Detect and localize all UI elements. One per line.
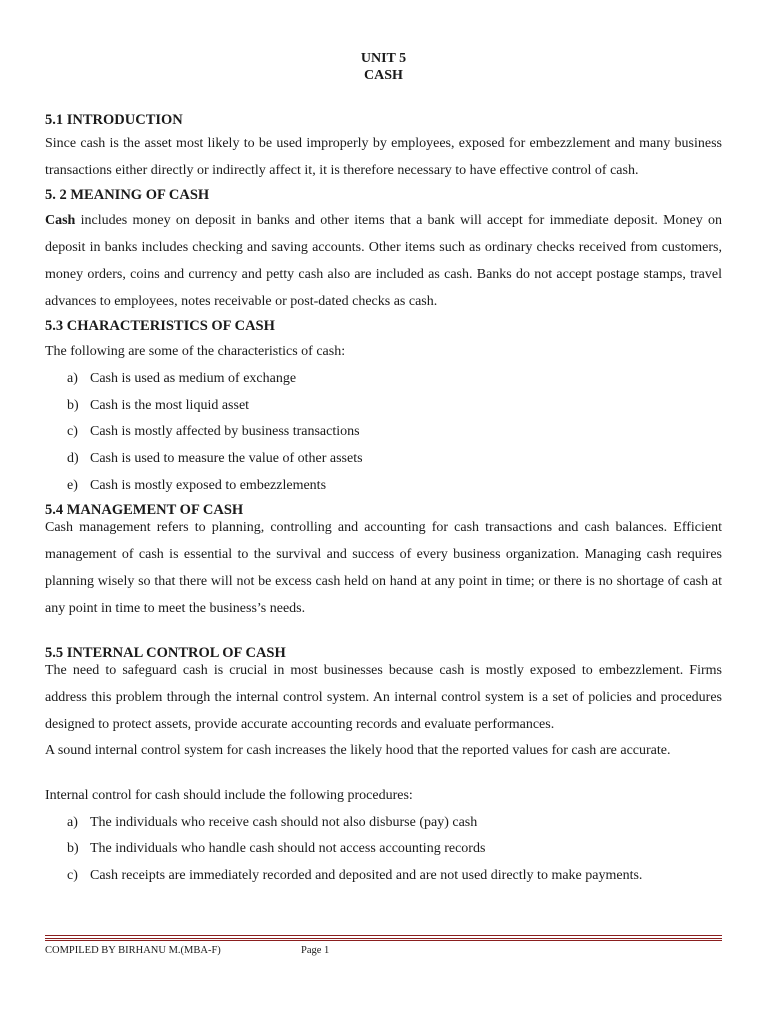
list-marker: c) <box>67 868 78 884</box>
list-item <box>45 810 722 837</box>
list-item-text: Cash is mostly exposed to embezzlements <box>90 477 327 493</box>
list-item-text: Cash is mostly affected by business transactions <box>90 424 360 440</box>
list-item <box>45 836 722 863</box>
list-item-text: The individuals who receive cash should not also disburse (pay) cash <box>90 814 478 830</box>
list-item <box>45 446 722 473</box>
list-marker: b) <box>67 841 79 857</box>
footer-divider <box>45 940 722 941</box>
section-heading-introduction: 5.1 INTRODUCTION <box>45 112 183 128</box>
list-item <box>45 366 722 393</box>
section-heading-internal-control: 5.5 INTERNAL CONTROL OF CASH <box>45 645 286 662</box>
footer-compiled-by: COMPILED BY BIRHANU M.(MBA-F) <box>45 945 221 956</box>
list-item <box>45 863 722 890</box>
list-marker: e) <box>67 477 78 493</box>
list-item <box>45 393 722 420</box>
list-marker: a) <box>67 814 78 830</box>
footer-page-number: Page 1 <box>301 945 330 956</box>
footer-divider <box>45 938 722 939</box>
meaning-paragraph <box>45 208 722 315</box>
management-paragraph: Cash management refers to planning, controlling and accounting for cash transactions and cash balances. Efficient management of cash is essential to the survival and success of every business organization. Managing cash requires planning wisely so that there will not be excess cash held on hand at any point in time; or there is no shortage of cash at any point in time to meet the business’s needs. <box>45 520 722 616</box>
internal-control-paragraph: The need to safeguard cash is crucial in most businesses because cash is mostly exposed to embezzlement. Firms address this problem through the internal control system. An internal control system is a set of policies and procedures designed to protect assets, provide accurate accounting records and evaluate performances. <box>45 663 722 732</box>
list-item-text: Cash is the most liquid asset <box>90 397 250 413</box>
footer-divider <box>45 935 722 936</box>
list-item-text: Cash is used to measure the value of other assets <box>90 451 363 467</box>
introduction-paragraph: Since cash is the asset most likely to be used improperly by employees, exposed for embezzlement and many business transactions either directly or indirectly affect it, it is therefore necessary to have effective control of cash. <box>45 136 722 178</box>
list-marker: c) <box>67 424 78 440</box>
internal-control-procedures-intro: Internal control for cash should include the following procedures: <box>45 788 413 804</box>
characteristics-intro: The following are some of the characteristics of cash: <box>45 344 346 360</box>
list-marker: b) <box>67 397 79 413</box>
section-heading-characteristics: 5.3 CHARACTERISTICS OF CASH <box>45 318 275 335</box>
list-item <box>45 419 722 446</box>
list-item-text: The individuals who handle cash should not access accounting records <box>90 841 486 857</box>
cash-term: Cash <box>45 213 76 229</box>
list-marker: d) <box>67 451 79 467</box>
list-item <box>45 473 722 500</box>
procedures-list <box>45 810 722 890</box>
document-page <box>45 50 722 890</box>
characteristics-list <box>45 366 722 500</box>
section-heading-management: 5.4 MANAGEMENT OF CASH <box>45 502 244 519</box>
list-item-text: Cash receipts are immediately recorded and deposited and are not used directly to make payments. <box>90 868 643 884</box>
section-heading-meaning: 5. 2 MEANING OF CASH <box>45 187 210 204</box>
internal-control-paragraph-2: A sound internal control system for cash increases the likely hood that the reported values for cash are accurate. <box>45 743 671 759</box>
unit-title: CASH <box>364 68 403 83</box>
list-item-text: Cash is used as medium of exchange <box>90 370 297 386</box>
meaning-text: includes money on deposit in banks and other items that a bank will accept for immediate deposit. Money on deposit in banks includes checking and saving accounts. Other items such as ordinary checks received from customers, money orders, coins and currency and petty cash also are included as cash. Banks do not accept postage stamps, travel advances to employees, notes receivable or post-dated checks as cash. <box>45 213 722 309</box>
list-marker: a) <box>67 370 78 386</box>
unit-number: UNIT 5 <box>360 51 407 66</box>
